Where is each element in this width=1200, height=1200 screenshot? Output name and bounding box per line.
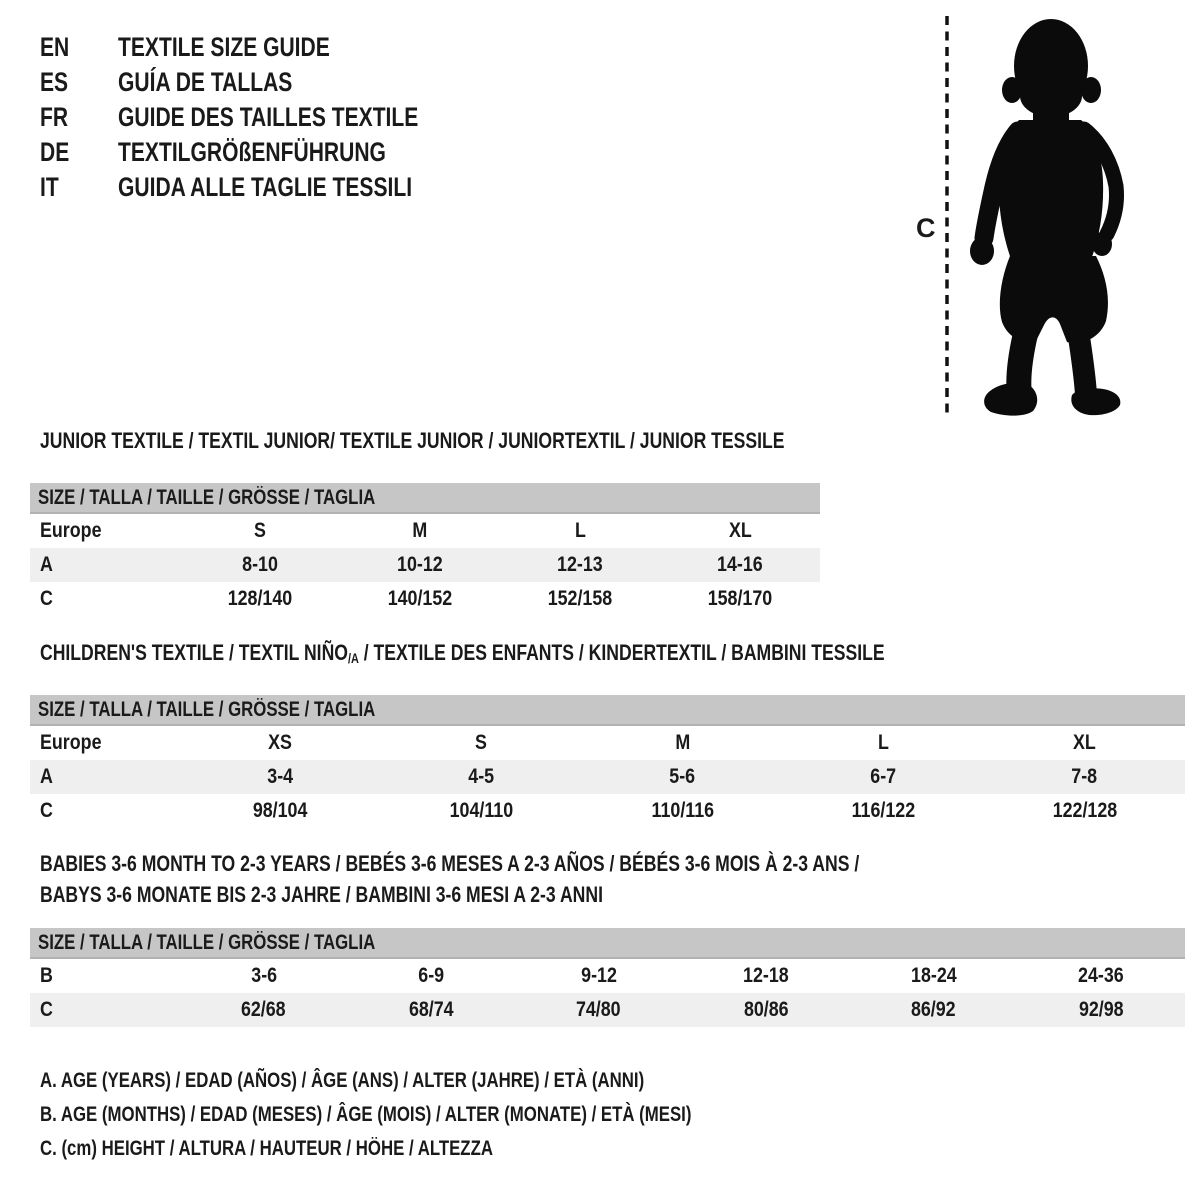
table-cell: 110/116 [651, 799, 714, 822]
table-cell: 10-12 [397, 553, 443, 576]
size-header-text: SIZE / TALLA / TAILLE / GRÖSSE / TAGLIA [38, 697, 376, 721]
table-cell: 104/110 [449, 799, 514, 822]
table-cell: S [254, 519, 266, 542]
baby-silhouette-icon [963, 14, 1143, 424]
language-row-it [40, 170, 503, 205]
legend [40, 1064, 854, 1166]
language-title: GUIDE DES TAILLES TEXTILE [118, 102, 419, 132]
size-header-bar [30, 928, 1185, 959]
table-cell: 5-6 [669, 765, 696, 788]
table-row-height [30, 794, 1185, 828]
table-cell: 68/74 [408, 998, 454, 1021]
language-title: TEXTILE SIZE GUIDE [118, 32, 330, 62]
section-title-pre: CHILDREN'S TEXTILE / TEXTIL NIÑO [40, 640, 348, 665]
table-cell: XL [1073, 731, 1096, 754]
table-cell: 4-5 [468, 765, 495, 788]
row-label: C [40, 799, 53, 822]
language-row-en [40, 30, 503, 65]
table-cell: 7-8 [1071, 765, 1098, 788]
table-cell: 6-7 [870, 765, 897, 788]
language-title: GUIDA ALLE TAGLIE TESSILI [118, 172, 413, 202]
size-header-text: SIZE / TALLA / TAILLE / GRÖSSE / TAGLIA [38, 930, 376, 954]
table-row-height [30, 993, 1185, 1027]
table-cell: M [675, 731, 690, 754]
language-code: DE [40, 137, 70, 167]
table-cell: 12-13 [557, 553, 603, 576]
language-title: GUÍA DE TALLAS [118, 67, 293, 97]
table-cell: 3-6 [250, 964, 277, 987]
table-cell: 12-18 [743, 964, 790, 987]
table-cell: XS [268, 731, 293, 754]
table-cell: 140/152 [387, 587, 453, 610]
section-title-sub: /A [347, 651, 359, 666]
language-title: TEXTILGRÖßENFÜHRUNG [118, 137, 386, 167]
section-title-line1: BABIES 3-6 MONTH TO 2-3 YEARS / BEBÉS 3-6 MESES A 2-3 AÑOS / BÉBÉS 3-6 MOIS À 2-3 ANS / [40, 851, 860, 876]
language-row-es [40, 65, 503, 100]
childrens-textile-section [30, 640, 1185, 828]
babies-textile-section [30, 848, 1185, 1027]
size-header-text: SIZE / TALLA / TAILLE / GRÖSSE / TAGLIA [38, 485, 376, 509]
table-cell: L [574, 519, 586, 542]
row-label: Europe [40, 519, 102, 542]
junior-size-table [30, 483, 820, 616]
table-cell: S [475, 731, 488, 754]
table-cell: XL [728, 519, 752, 542]
children-size-table [30, 695, 1185, 828]
table-cell: 18-24 [910, 964, 957, 987]
table-cell: 92/98 [1078, 998, 1124, 1021]
table-row-age [30, 548, 820, 582]
height-measure-label: C [916, 213, 936, 243]
height-measure-line [944, 16, 950, 421]
table-cell: 98/104 [253, 799, 308, 822]
table-cell: L [878, 731, 889, 754]
table-cell: 6-9 [418, 964, 445, 987]
table-cell: 14-16 [717, 553, 763, 576]
table-cell: 116/122 [851, 799, 916, 822]
language-code: FR [40, 102, 69, 132]
table-cell: 128/140 [227, 587, 293, 610]
language-row-fr [40, 100, 503, 135]
table-cell: 74/80 [576, 998, 622, 1021]
legend-line-c: C. (cm) HEIGHT / ALTURA / HAUTEUR / HÖHE / ALTEZZA [40, 1137, 493, 1160]
babies-size-table [30, 928, 1185, 1027]
table-cell: 86/92 [911, 998, 957, 1021]
row-label: C [40, 587, 53, 610]
table-row-europe [30, 514, 820, 548]
table-row-age [30, 760, 1185, 794]
table-cell: M [412, 519, 428, 542]
language-title-list [40, 30, 503, 205]
section-title-line2: BABYS 3-6 MONATE BIS 2-3 JAHRE / BAMBINI 3-6 MESI A 2-3 ANNI [40, 882, 603, 907]
table-cell: 158/170 [707, 587, 773, 610]
table-cell: 24-36 [1078, 964, 1125, 987]
table-cell: 80/86 [743, 998, 789, 1021]
table-row-months [30, 959, 1185, 993]
table-row-europe [30, 726, 1185, 760]
section-title: JUNIOR TEXTILE / TEXTIL JUNIOR/ TEXTILE JUNIOR / JUNIORTEXTIL / JUNIOR TESSILE [40, 428, 785, 453]
row-label: Europe [40, 731, 102, 754]
row-label: C [40, 998, 53, 1021]
size-header-bar [30, 695, 1185, 726]
section-title-post: / TEXTILE DES ENFANTS / KINDERTEXTIL / BAMBINI TESSILE [358, 640, 885, 665]
row-label: B [40, 964, 53, 987]
table-cell: 62/68 [241, 998, 287, 1021]
row-label: A [40, 553, 53, 576]
language-code: IT [40, 172, 59, 202]
language-code: EN [40, 32, 70, 62]
language-row-de [40, 135, 503, 170]
language-code: ES [40, 67, 69, 97]
table-cell: 152/158 [547, 587, 613, 610]
legend-line-a: A. AGE (YEARS) / EDAD (AÑOS) / ÂGE (ANS) / ALTER (JAHRE) / ETÀ (ANNI) [40, 1069, 645, 1092]
legend-line-b: B. AGE (MONTHS) / EDAD (MESES) / ÂGE (MOIS) / ALTER (MONATE) / ETÀ (MESI) [40, 1103, 692, 1126]
table-cell: 3-4 [267, 765, 294, 788]
table-cell: 122/128 [1052, 799, 1117, 822]
table-cell: 9-12 [580, 964, 617, 987]
section-title [40, 640, 885, 669]
table-cell: 8-10 [242, 553, 278, 576]
table-row-height [30, 582, 820, 616]
size-header-bar [30, 483, 820, 514]
row-label: A [40, 765, 53, 788]
junior-textile-section [30, 428, 820, 616]
